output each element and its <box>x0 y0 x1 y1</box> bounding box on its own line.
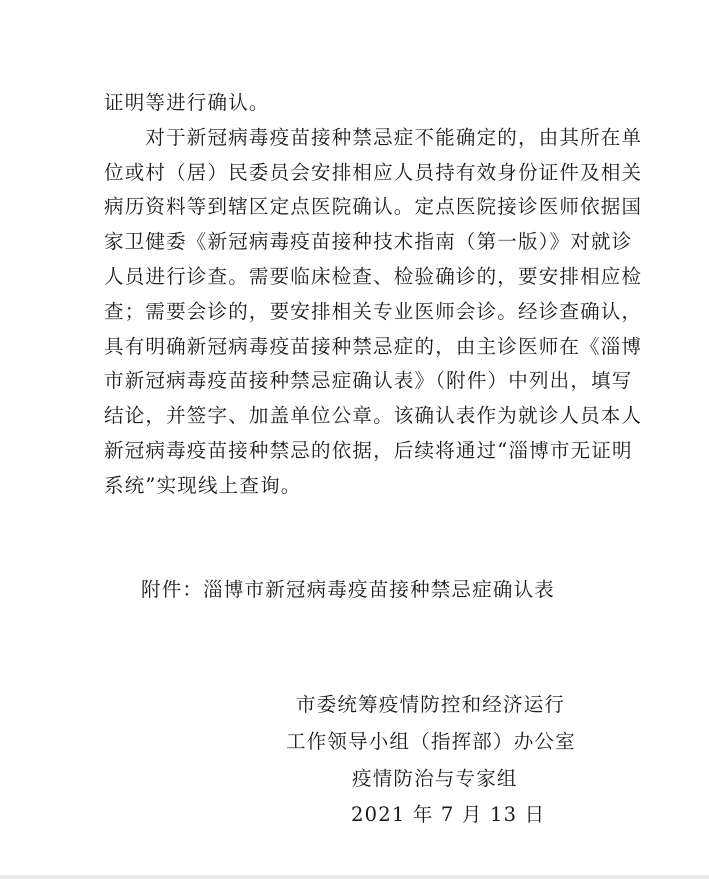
body-line: 证明等进行确认。 <box>104 91 270 114</box>
body-line: 家卫健委《新冠病毒疫苗接种技术指南（第一版）》对就诊 <box>104 230 633 254</box>
document-body <box>104 86 642 504</box>
body-line: 具有明确新冠病毒疫苗接种禁忌症的，由主诊医师在《淄博 <box>104 334 643 358</box>
signature-org-line-1: 市委统筹疫情防控和经济运行 <box>296 693 566 716</box>
signature-org-line-3: 疫情防治与专家组 <box>352 767 518 790</box>
body-line: 系统”实现线上查询。 <box>104 473 302 497</box>
signature-org-line-2: 工作领导小组（指挥部）办公室 <box>286 730 576 753</box>
body-line: 病历资料等到辖区定点医院确认。定点医院接诊医师依据国 <box>104 195 643 219</box>
body-line: 新冠病毒疫苗接种禁忌的依据，后续将通过“淄博市无证明 <box>104 438 633 462</box>
signature-date: 2021 年 7 月 13 日 <box>351 803 546 826</box>
body-line: 结论，并签字、加盖单位公章。该确认表作为就诊人员本人 <box>104 404 643 428</box>
body-line: 对于新冠病毒疫苗接种禁忌症不能确定的，由其所在单 <box>104 125 643 149</box>
body-line: 人员进行诊查。需要临床检查、检验确诊的，要安排相应检 <box>104 264 643 288</box>
body-line: 查；需要会诊的，要安排相关专业医师会诊。经诊查确认， <box>104 299 643 323</box>
body-line: 位或村（居）民委员会安排相应人员持有效身份证件及相关 <box>104 160 643 184</box>
page-bottom-divider <box>0 875 709 879</box>
attachment-line: 附件：淄博市新冠病毒疫苗接种禁忌症确认表 <box>141 578 556 601</box>
body-line: 市新冠病毒疫苗接种禁忌症确认表》（附件）中列出，填写 <box>104 369 633 393</box>
